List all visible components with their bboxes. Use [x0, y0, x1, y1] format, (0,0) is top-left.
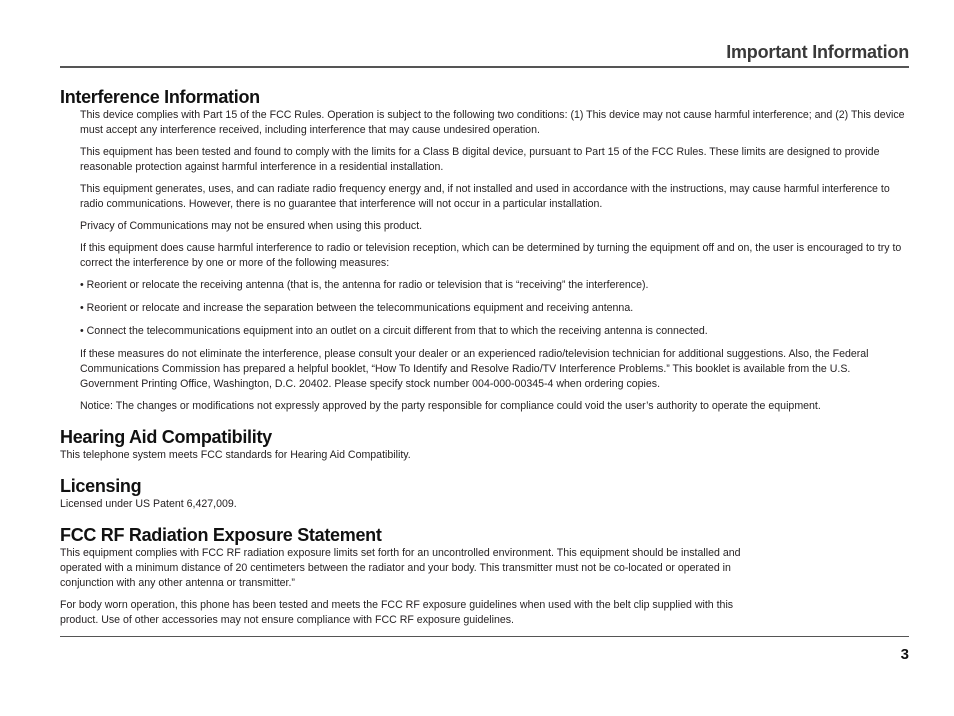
measure-bullet-3: • Connect the telecommunications equipment into an outlet on a circuit different from that to which the receiving antenna is connected. — [80, 325, 708, 337]
interference-section — [60, 86, 909, 414]
interference-paragraph-6: If these measures do not eliminate the interference, please consult your dealer or an experienced radio/television technician for additional suggestions. Also, the Federal Communications Commission has prepared a helpful booklet, “How To Identify and Resolve Radio/TV Interference Problems.” This booklet is available from the U.S. Government Printing Office, Washington, D.C. 20402. Please specify stock number 004-000-00345-4 when ordering copies. — [80, 348, 869, 390]
page-header-title: Important Information — [726, 42, 909, 62]
interference-notice: Notice: The changes or modifications not expressly approved by the party responsible for compliance could void the user’s authority to operate the equipment. — [80, 400, 821, 412]
licensing-heading: Licensing — [60, 476, 142, 496]
hearing-aid-heading: Hearing Aid Compatibility — [60, 427, 272, 447]
footer-divider — [60, 636, 909, 637]
rf-exposure-section — [60, 524, 909, 628]
measure-bullet-2: • Reorient or relocate and increase the separation between the telecommunications equipment and receiving antenna. — [80, 302, 634, 314]
interference-paragraph-1: This device complies with Part 15 of the FCC Rules. Operation is subject to the following two conditions: (1) This device may not cause harmful interference; and (2) This device must accept any interference received, including interference that may cause undesired operation. — [80, 109, 905, 136]
hearing-aid-section — [60, 426, 909, 463]
rf-exposure-paragraph-1: This equipment complies with FCC RF radiation exposure limits set forth for an uncontrolled environment. This equipment should be installed and operated with a minimum distance of 20 centimeters between the radiator and your body. This transmitter must not be co-located or operated in conjunction with any other antenna or transmitter.” — [60, 547, 741, 589]
document-body — [60, 86, 909, 635]
measure-bullet-1: • Reorient or relocate the receiving antenna (that is, the antenna for radio or television that is “receiving” the interference). — [80, 279, 649, 291]
page-number: 3 — [900, 646, 909, 663]
interference-heading: Interference Information — [60, 87, 260, 107]
interference-paragraph-4: Privacy of Communications may not be ensured when using this product. — [80, 220, 423, 232]
licensing-section — [60, 475, 909, 512]
interference-paragraph-2: This equipment has been tested and found to comply with the limits for a Class B digital device, pursuant to Part 15 of the FCC Rules. These limits are designed to provide reasonable protection against harmful interference in a residential installation. — [80, 146, 880, 173]
interference-paragraph-3: This equipment generates, uses, and can radiate radio frequency energy and, if not installed and used in accordance with the instructions, may cause harmful interference to radio communications. However, there is no guarantee that interference will not occur in a particular installation. — [80, 183, 890, 210]
rf-exposure-paragraph-2: For body worn operation, this phone has been tested and meets the FCC RF exposure guidelines when used with the belt clip supplied with this product. Use of other accessories may not ensure compliance with FCC RF exposure guidelines. — [60, 599, 734, 626]
hearing-aid-text: This telephone system meets FCC standards for Hearing Aid Compatibility. — [60, 449, 411, 461]
interference-paragraph-5: If this equipment does cause harmful interference to radio or television reception, which can be determined by turning the equipment off and on, the user is encouraged to try to correct the interference by one or more of the following measures: — [80, 242, 902, 269]
licensing-text: Licensed under US Patent 6,427,009. — [60, 498, 237, 510]
header-divider — [60, 66, 909, 68]
rf-exposure-heading: FCC RF Radiation Exposure Statement — [60, 525, 382, 545]
